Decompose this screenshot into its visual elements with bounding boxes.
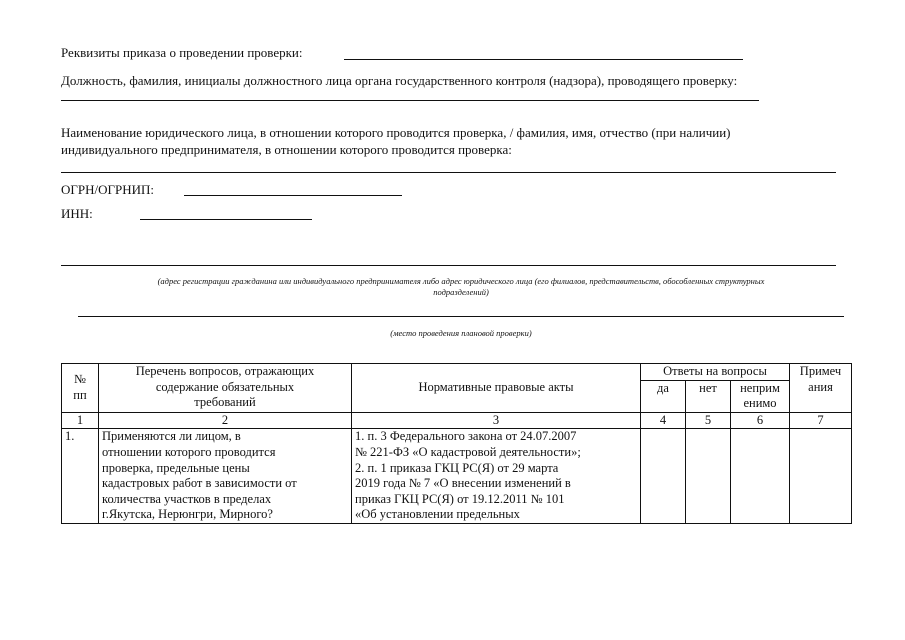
col-number: 4 (641, 412, 686, 429)
acts-header: Нормативные правовые акты (352, 364, 641, 413)
address-field[interactable] (61, 265, 836, 266)
acts-line: 1. п. 3 Федерального закона от 24.07.2007 (355, 429, 577, 444)
question-line: кадастровых работ в зависимости от (102, 476, 297, 491)
answers-header: Ответы на вопросы (641, 364, 790, 381)
notes-header-line1: Примеч (799, 364, 842, 378)
questions-header-line1: Перечень вопросов, отражающих (135, 364, 315, 378)
question-line: г.Якутска, Нерюнгри, Мирного? (102, 507, 273, 522)
acts-line: 2019 года № 7 «О внесении изменений в (355, 476, 571, 491)
header-row-top (62, 364, 852, 381)
na-header-line1: неприм (740, 380, 780, 395)
questions-header-line2: содержание обязательных (155, 379, 295, 394)
acts-line: 2. п. 1 приказа ГКЦ РС(Я) от 29 марта (355, 460, 559, 475)
col-number: 5 (686, 412, 731, 429)
num-header-line2: пп (73, 387, 87, 402)
acts-line: приказ ГКЦ РС(Я) от 19.12.2011 № 101 (355, 491, 565, 506)
place-field[interactable] (78, 316, 844, 317)
official-field[interactable] (61, 100, 759, 101)
col-number: 3 (352, 412, 641, 429)
column-number-row (62, 412, 852, 429)
question-line: количества участков в пределах (102, 491, 272, 506)
answer-yes-cell[interactable] (641, 429, 686, 524)
entity-label-line2: индивидуального предпринимателя, в отношении которого проводится проверка: (61, 142, 512, 157)
inn-field[interactable] (140, 219, 312, 220)
answer-na-cell[interactable] (731, 429, 790, 524)
answer-no-cell[interactable] (686, 429, 731, 524)
question-line: отношении которого проводится (102, 444, 276, 459)
col-number: 7 (790, 412, 852, 429)
questions-header (99, 364, 352, 413)
address-note-line1: (адрес регистрации гражданина или индивидуального предпринимателя либо адрес юридического лица (его филиалов, представительств, обособленных структурных (157, 276, 765, 286)
notes-header-line2: ания (808, 379, 833, 394)
col-number: 1 (62, 412, 99, 429)
address-note-line2: подразделений) (433, 287, 489, 297)
num-header-line1: № (74, 372, 86, 387)
questions-header-line3: требований (194, 395, 256, 410)
na-header (731, 380, 790, 412)
entity-field[interactable] (61, 172, 836, 173)
no-header: нет (686, 380, 731, 412)
question-line: проверка, предельные цены (102, 460, 250, 475)
question-cell (99, 429, 352, 524)
col-number: 2 (99, 412, 352, 429)
row-number: 1. (62, 429, 99, 524)
na-header-line2: енимо (743, 396, 777, 411)
place-note: (место проведения плановой проверки) (390, 328, 532, 338)
checklist-table (61, 363, 852, 524)
ogrn-field[interactable] (184, 195, 402, 196)
acts-cell (352, 429, 641, 524)
note-cell[interactable] (790, 429, 852, 524)
ogrn-label: ОГРН/ОГРНИП: (61, 182, 155, 197)
order-details-field[interactable] (344, 59, 743, 60)
table-row (62, 429, 852, 524)
yes-header: да (641, 380, 686, 412)
acts-line: № 221-ФЗ «О кадастровой деятельности»; (355, 444, 581, 459)
order-details-label: Реквизиты приказа о проведении проверки: (61, 45, 303, 60)
entity-label-line1: Наименование юридического лица, в отношении которого проводится проверка, / фамилия, имя, отчество (при наличии) (61, 125, 731, 140)
acts-line: «Об установлении предельных (355, 507, 520, 522)
question-line: Применяются ли лицом, в (102, 429, 241, 444)
col-number: 6 (731, 412, 790, 429)
notes-header (790, 364, 852, 413)
inn-label: ИНН: (61, 206, 93, 221)
num-header (62, 364, 99, 413)
official-label: Должность, фамилия, инициалы должностного лица органа государственного контроля (надзора), проводящего проверку: (61, 73, 738, 88)
